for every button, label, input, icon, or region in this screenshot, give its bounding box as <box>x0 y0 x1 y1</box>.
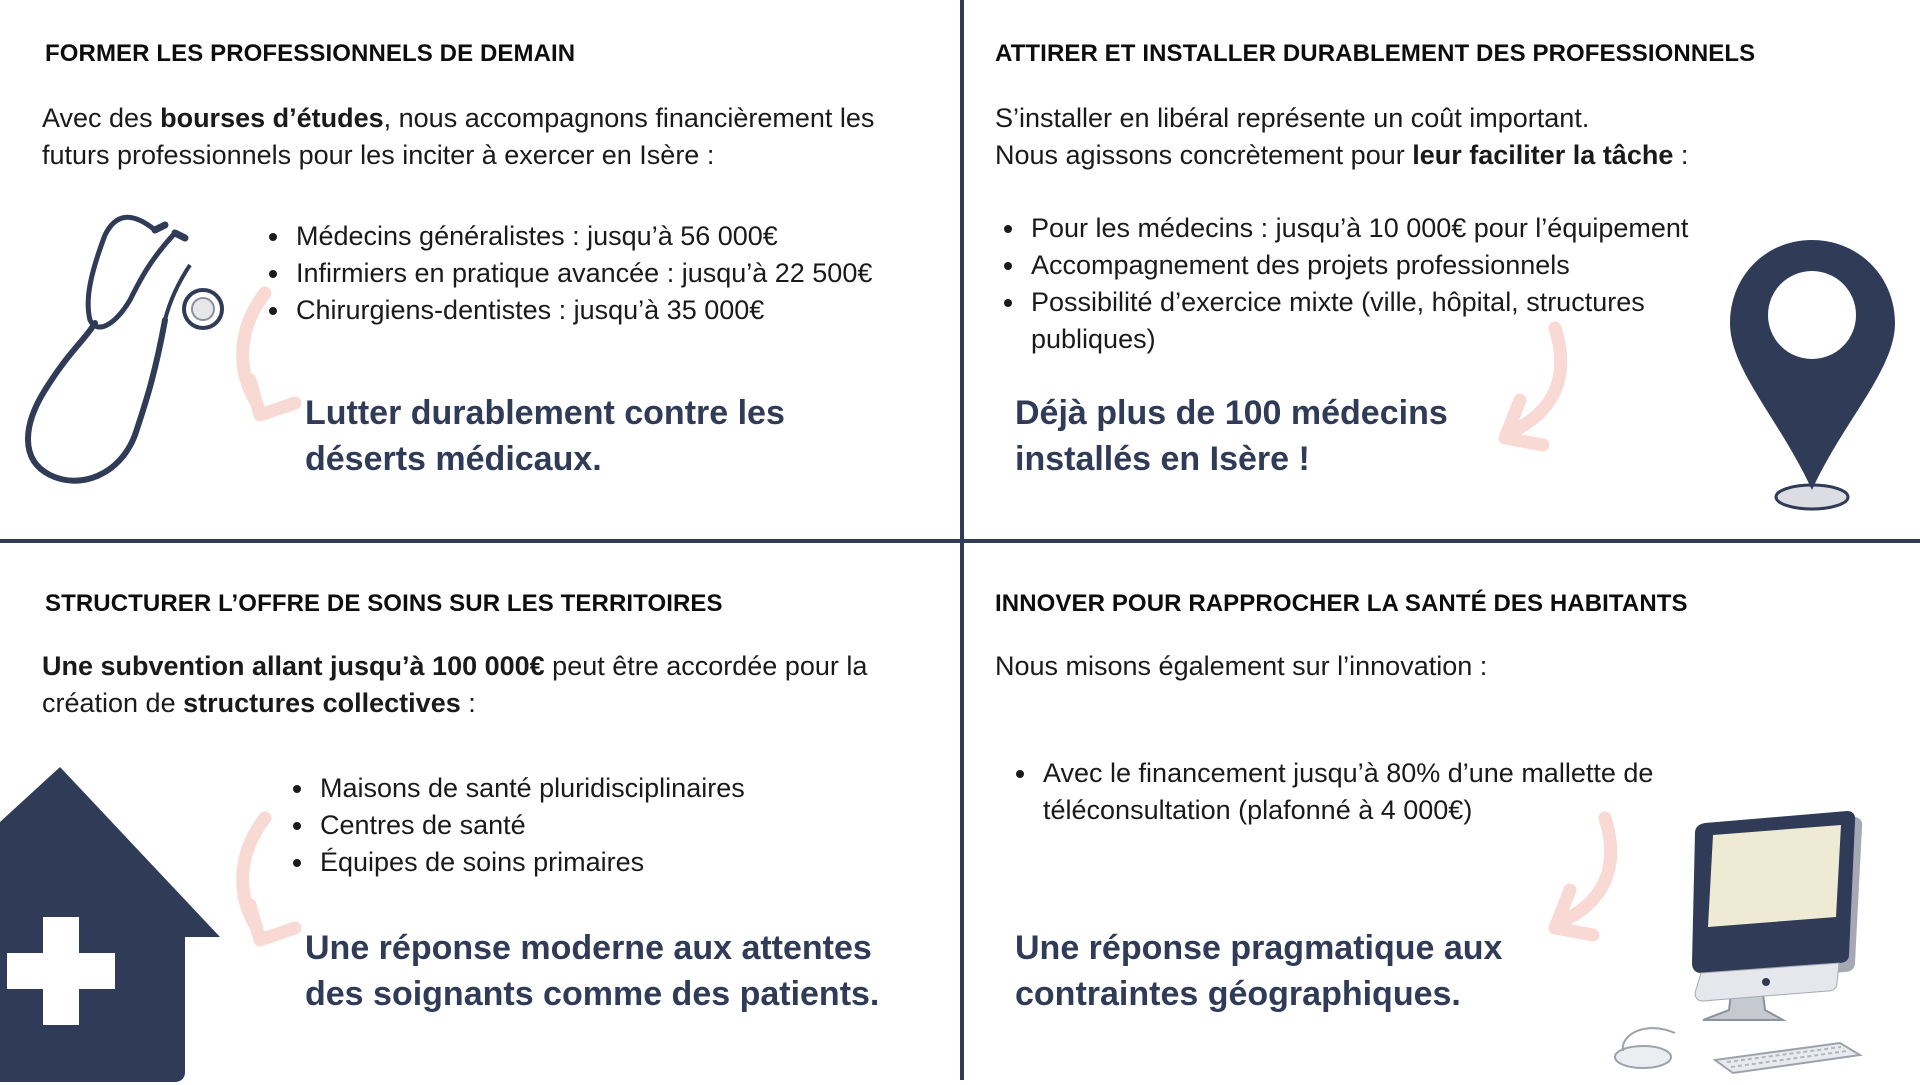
intro-bold: Une subvention allant jusqu’à 100 000€ <box>42 651 545 681</box>
intro-bold: leur faciliter la tâche <box>1412 140 1674 170</box>
intro-text: Nous agissons concrètement pour <box>995 140 1413 170</box>
highlight-line: contraintes géographiques. <box>1015 975 1461 1013</box>
bullet-list <box>286 770 745 881</box>
section-innover <box>965 545 1920 1085</box>
highlight-line: Lutter durablement contre les <box>305 394 785 432</box>
list-item: • Équipes de soins primaires <box>316 844 745 881</box>
list-item: • Chirurgiens-dentistes : jusqu’à 35 000€ <box>292 292 872 329</box>
section-intro: Nous misons également sur l’innovation : <box>995 651 1488 681</box>
section-attirer-installer <box>965 0 1920 540</box>
list-item: • Pour les médecins : jusqu’à 10 000€ pour l’équipement <box>1027 210 1767 247</box>
health-house-icon <box>0 767 225 1082</box>
section-title: ATTIRER ET INSTALLER DURABLEMENT DES PROFESSIONNELS <box>995 40 1756 67</box>
section-intro <box>995 100 1895 174</box>
intro-text: S’installer en libéral représente un coût important. <box>995 103 1590 133</box>
intro-text-end: , nous accompagnons financièrement les futurs professionnels pour les inciter à exercer en Isère : <box>42 103 875 170</box>
list-item: • Maisons de santé pluridisciplinaires <box>316 770 745 807</box>
list-item: • Infirmiers en pratique avancée : jusqu’à 22 500€ <box>292 255 872 292</box>
section-title: INNOVER POUR RAPPROCHER LA SANTÉ DES HABITANTS <box>995 590 1688 617</box>
highlight-message <box>1015 925 1502 1017</box>
curved-arrow-icon <box>220 285 310 435</box>
section-title: FORMER LES PROFESSIONNELS DE DEMAIN <box>45 40 576 67</box>
highlight-message <box>1015 390 1448 482</box>
list-item: • Accompagnement des projets professionnels <box>1027 247 1767 284</box>
highlight-line: Déjà plus de 100 médecins <box>1015 394 1448 432</box>
intro-text-end: : <box>1673 140 1689 170</box>
curved-arrow-icon <box>1485 320 1595 460</box>
intro-text: Avec des <box>42 103 161 133</box>
highlight-line: Une réponse pragmatique aux <box>1015 929 1503 967</box>
intro-text-line2 <box>995 137 1895 174</box>
highlight-line: installés en Isère ! <box>1015 440 1310 478</box>
section-structurer-offre <box>0 545 960 1085</box>
bullet-list <box>262 218 872 329</box>
section-intro <box>42 648 902 722</box>
list-item: • Avec le financement jusqu’à 80% d’une mallette de téléconsultation (plafonné à 4 000€) <box>1039 755 1699 829</box>
map-pin-icon <box>1725 235 1900 520</box>
curved-arrow-icon <box>220 810 310 960</box>
list-item: • Centres de santé <box>316 807 745 844</box>
section-intro <box>42 100 942 174</box>
list-item: • Médecins généralistes : jusqu’à 56 000€ <box>292 218 872 255</box>
intro-text: peut être accordée pour la création de <box>42 651 868 718</box>
highlight-line: déserts médicaux. <box>305 440 602 478</box>
desktop-computer-icon <box>1605 805 1880 1085</box>
section-title: STRUCTURER L’OFFRE DE SOINS SUR LES TERRITOIRES <box>45 590 723 617</box>
intro-bold: structures collectives <box>183 688 461 718</box>
stethoscope-icon <box>15 205 235 495</box>
section-former-professionnels <box>0 0 960 540</box>
intro-bold: bourses d’études <box>160 103 384 133</box>
highlight-line: Une réponse moderne aux attentes <box>305 929 872 967</box>
list-item: • Possibilité d’exercice mixte (ville, hôpital, structures publiques) <box>1027 284 1767 358</box>
highlight-line: des soignants comme des patients. <box>305 975 880 1013</box>
highlight-message <box>305 390 785 482</box>
highlight-message <box>305 925 879 1017</box>
intro-text-end: : <box>460 688 476 718</box>
bullet-list <box>997 210 1767 358</box>
